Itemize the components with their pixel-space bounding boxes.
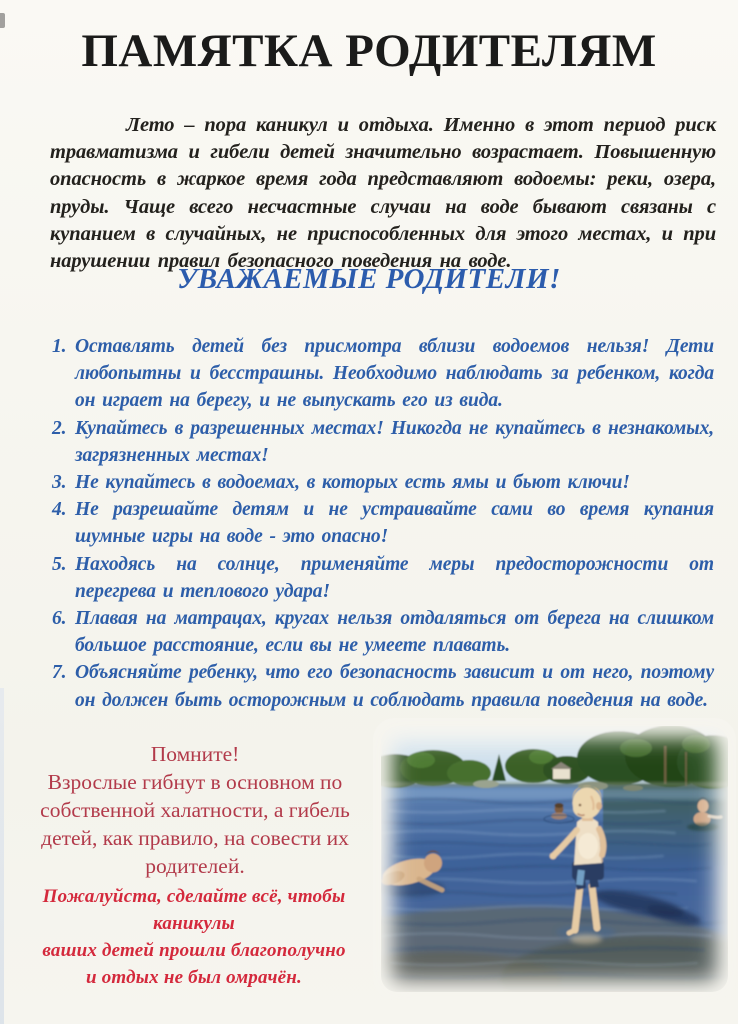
rule-number: 7. — [52, 662, 67, 684]
rule-text: Объясняйте ребенку, что его безопасность зависит и от него, поэтому он должен быть осторожным и соблюдать правила поведения на воде. — [75, 662, 714, 711]
plea-line: Пожалуйста, сделайте всё, чтобы каникулы — [42, 886, 346, 934]
scan-artifact-edge — [0, 688, 4, 1024]
rule-text: Не купайтесь в водоемах, в которых есть ямы и бьют ключи! — [75, 472, 630, 494]
plea-line: и отдых не был омрачён. — [86, 967, 302, 988]
reminder-line: Взрослые гибнут в основном по — [47, 770, 343, 794]
reminder-block — [14, 740, 376, 880]
rule-item — [52, 551, 714, 605]
rule-number: 4. — [52, 499, 67, 521]
rule-text: Находясь на солнце, применяйте меры предосторожности от перегрева и теплового удара! — [75, 553, 714, 602]
rule-item — [52, 659, 714, 713]
rule-text: Оставлять детей без присмотра вблизи водоемов нельзя! Дети любопытны и бесстрашны. Необходимо наблюдать за ребенком, когда он играет на берегу, и не выпускать его из вида. — [75, 336, 714, 412]
plea-block — [8, 883, 380, 991]
rule-number: 2. — [52, 417, 67, 439]
page-title: ПАМЯТКА РОДИТЕЛЯМ — [81, 25, 657, 77]
rule-number: 3. — [52, 472, 67, 494]
rule-item — [52, 605, 714, 659]
reminder-line: родителей. — [145, 854, 245, 878]
rule-number: 6. — [52, 608, 67, 630]
rule-number: 5. — [52, 553, 67, 575]
rule-item — [52, 415, 714, 469]
rule-item — [52, 333, 714, 415]
rules-list — [52, 333, 714, 714]
rule-text: Не разрешайте детям и не устраивайте сами во время купания шумные игры на воде - это опасно! — [75, 499, 714, 548]
reminder-heading: Помните! — [150, 742, 240, 766]
rule-item — [52, 496, 714, 550]
intro-paragraph: Лето – пора каникул и отдыха. Именно в этот период риск травматизма и гибели детей значительно возрастает. Повышенную опасность в жаркое время года представляют водоемы: реки, озера, пруды. Чаще всего несчастные случаи на воде бывают связаны с купанием в случайных, не приспособленных для этого местах, и при нарушении правил безопасного поведения на воде. — [50, 114, 716, 273]
reminder-line: детей, как правило, на совести их — [41, 826, 349, 850]
rule-number: 1. — [52, 336, 67, 357]
rule-text: Купайтесь в разрешенных местах! Никогда не купайтесь в незнакомых, загрязненных местах! — [75, 417, 714, 466]
rule-text: Плавая на матрацах, кругах нельзя отдаляться от берега на слишком большое расстояние, если вы не умеете плавать. — [75, 608, 714, 657]
lake-photo — [381, 726, 728, 992]
plea-line: ваших детей прошли благополучно — [42, 940, 346, 961]
reminder-line: собственной халатности, а гибель — [40, 798, 350, 822]
rule-item — [52, 469, 714, 496]
subheading: УВАЖАЕМЫЕ РОДИТЕЛИ! — [177, 263, 561, 295]
lake-photo-illustration — [381, 726, 728, 992]
